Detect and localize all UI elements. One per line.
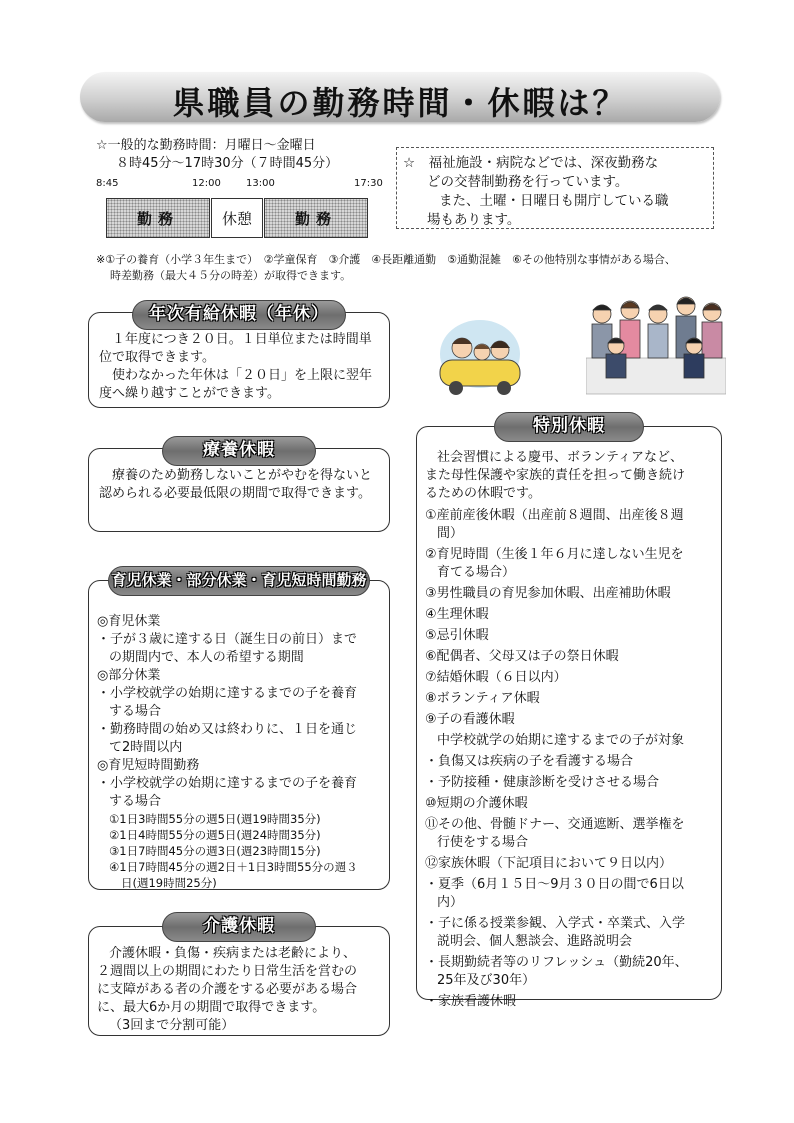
- car-wheel-rear: [497, 381, 511, 395]
- special-item-6: ⑤忌引休暇: [425, 628, 489, 643]
- childcare-line-8: ◎育児短時間勤務: [97, 758, 200, 773]
- special-item-7: ⑥配偶者、父母又は子の祭日休暇: [425, 649, 619, 664]
- special-item-16: 行使をする場合: [437, 835, 529, 850]
- special-item-21: 説明会、個人懇談会、進路説明会: [437, 934, 633, 949]
- childcare-option-3: ③1日7時間45分の週3日(週23時間15分): [109, 844, 321, 858]
- car-body: [440, 360, 520, 386]
- flex-time-note: [96, 252, 756, 284]
- special-item-2: ②育児時間（生後１年６月に達しない生児を: [425, 547, 684, 562]
- childcare-line-5: する場合: [109, 704, 162, 719]
- childcare-option-4: ④1日7時間45分の週2日＋1日3時間55分の週３: [109, 860, 358, 874]
- special-leave-box: [416, 426, 722, 1009]
- page-title: 県職員の勤務時間・休暇は？: [172, 84, 628, 122]
- notice-line-3: また、土曜・日曜日も開庁している職: [439, 193, 669, 209]
- childcare-option-1: ①1日3時間55分の週5日(週19時間35分): [109, 812, 321, 826]
- childcare-line-7: て2時間以内: [109, 740, 183, 755]
- special-item-0: ①産前産後休暇（出産前８週間、出産後８週: [425, 508, 684, 523]
- care-leave-line-1: ２週間以上の期間にわたり日常生活を営むの: [97, 964, 358, 979]
- annual-leave-text-2: 使わなかった年休は「２０日」を上限に翌年度へ繰り越すことができます。: [99, 368, 373, 401]
- childcare-line-6: ・勤務時間の始め又は終わりに、１日を通じ: [97, 722, 358, 737]
- notice-line-1: ☆ 福祉施設・病院などでは、深夜勤務な: [403, 155, 659, 171]
- special-item-20: ・子に係る授業参観、入学式・卒業式、入学: [425, 916, 686, 931]
- special-item-15: ⑪その他、骨髄ドナー、交通遮断、選挙権を: [425, 817, 685, 832]
- childcare-option-2: ②1日4時間55分の週5日(週24時間35分): [109, 828, 321, 842]
- childcare-box: [88, 580, 390, 890]
- annual-leave-text-1: １年度につき２０日。１日単位または時間単位で取得できます。: [99, 332, 372, 365]
- special-item-8: ⑦結婚休暇（６日以内）: [425, 670, 567, 685]
- special-item-23: 25年及び30年）: [437, 973, 536, 988]
- childcare-line-10: する場合: [109, 794, 162, 809]
- schedule-break: 休憩: [211, 198, 263, 238]
- special-item-24: ・家族看護休暇: [425, 994, 517, 1009]
- annual-leave-heading: 年次有給休暇（年休）: [132, 300, 346, 330]
- schedule-work-am: 勤務: [106, 198, 210, 238]
- special-leave-heading: 特別休暇: [494, 412, 644, 442]
- special-item-4: ③男性職員の育児参加休暇、出産補助休暇: [425, 586, 671, 601]
- hours-label: ☆一般的な勤務時間：月曜日～金曜日: [96, 138, 316, 153]
- childcare-option-4-cont: 日(週19時間25分): [121, 876, 217, 890]
- special-item-17: ⑫家族休暇（下記項目において９日以内）: [425, 856, 673, 871]
- childcare-line-9: ・小学校就学の始期に達するまでの子を養育: [97, 776, 358, 791]
- care-leave-line-4: （3回まで分割可能）: [109, 1018, 235, 1033]
- title-banner: [80, 72, 720, 122]
- time-1730: 17:30: [354, 178, 383, 189]
- hours-detail: ８時45分～17時30分（７時間45分）: [116, 156, 339, 171]
- special-item-12: ・負傷又は疾病の子を看護する場合: [425, 754, 634, 769]
- care-leave-line-0: 介護休暇・負傷・疾病または老齢により、: [109, 946, 357, 961]
- time-845: 8:45: [96, 178, 119, 189]
- care-leave-box: [88, 926, 390, 1036]
- medical-leave-heading: 療養休暇: [162, 436, 316, 466]
- schedule-bar: [106, 198, 368, 238]
- special-item-1: 間）: [437, 526, 464, 541]
- special-item-9: ⑧ボランティア休暇: [425, 691, 540, 706]
- care-leave-heading: 介護休暇: [162, 912, 316, 942]
- special-item-14: ⑩短期の介護休暇: [425, 796, 528, 811]
- time-1300: 13:00: [246, 178, 275, 189]
- childcare-line-2: の期間内で、本人の希望する期間: [109, 650, 304, 665]
- care-leave-line-2: に支障がある者の介護をする必要がある場合: [97, 982, 358, 997]
- time-1200: 12:00: [192, 178, 221, 189]
- family-car-illustration: [434, 314, 526, 398]
- special-item-11: 中学校就学の始期に達するまでの子が対象: [437, 733, 685, 748]
- special-intro-0: 社会習慣による慶弔、ボランティアなど、: [437, 450, 683, 465]
- special-item-10: ⑨子の看護休暇: [425, 712, 515, 727]
- special-item-22: ・長期勤続者等のリフレッシュ（勤続20年、: [425, 955, 688, 970]
- medical-leave-text: 療養のため勤務しないことがやむを得ないと認められる必要最低限の期間で取得できます。: [99, 468, 373, 501]
- care-leave-line-3: に、最大6か月の期間で取得できます。: [97, 1000, 326, 1015]
- special-item-13: ・予防接種・健康診断を受けさせる場合: [425, 775, 660, 790]
- car-wheel-front: [449, 381, 463, 395]
- schedule-work-pm: 勤務: [264, 198, 368, 238]
- special-item-18: ・夏季（6月１５日～9月３０日の間で6日以: [425, 877, 684, 892]
- childcare-line-3: ◎部分休業: [97, 668, 161, 683]
- notice-line-4: 場もあります。: [427, 212, 521, 228]
- childcare-line-0: ◎育児休業: [97, 614, 161, 629]
- staff-group-illustration: [586, 288, 726, 398]
- special-item-19: 内）: [437, 895, 464, 910]
- childcare-line-4: ・小学校就学の始期に達するまでの子を養育: [97, 686, 358, 701]
- flex-note-line-1: ※①子の養育（小学３年生まで） ②学童保育 ③介護 ④長距離通勤 ⑤通勤混雑 ⑥その他特別な事情がある場合、: [96, 253, 676, 266]
- shift-notice: [396, 147, 714, 229]
- special-item-5: ④生理休暇: [425, 607, 489, 622]
- flex-note-line-2: 時差勤務（最大４５分の時差）が取得できます。: [110, 269, 352, 282]
- special-intro-2: るための休暇です。: [425, 486, 541, 501]
- notice-line-2: どの交替制勤務を行っています。: [427, 174, 629, 190]
- childcare-line-1: ・子が３歳に達する日（誕生日の前日）まで: [97, 632, 358, 647]
- special-intro-1: また母性保護や家族的責任を担って働き続け: [425, 468, 686, 483]
- special-item-3: 育てる場合）: [437, 565, 516, 580]
- childcare-heading: 育児休業・部分休業・育児短時間勤務: [108, 566, 370, 596]
